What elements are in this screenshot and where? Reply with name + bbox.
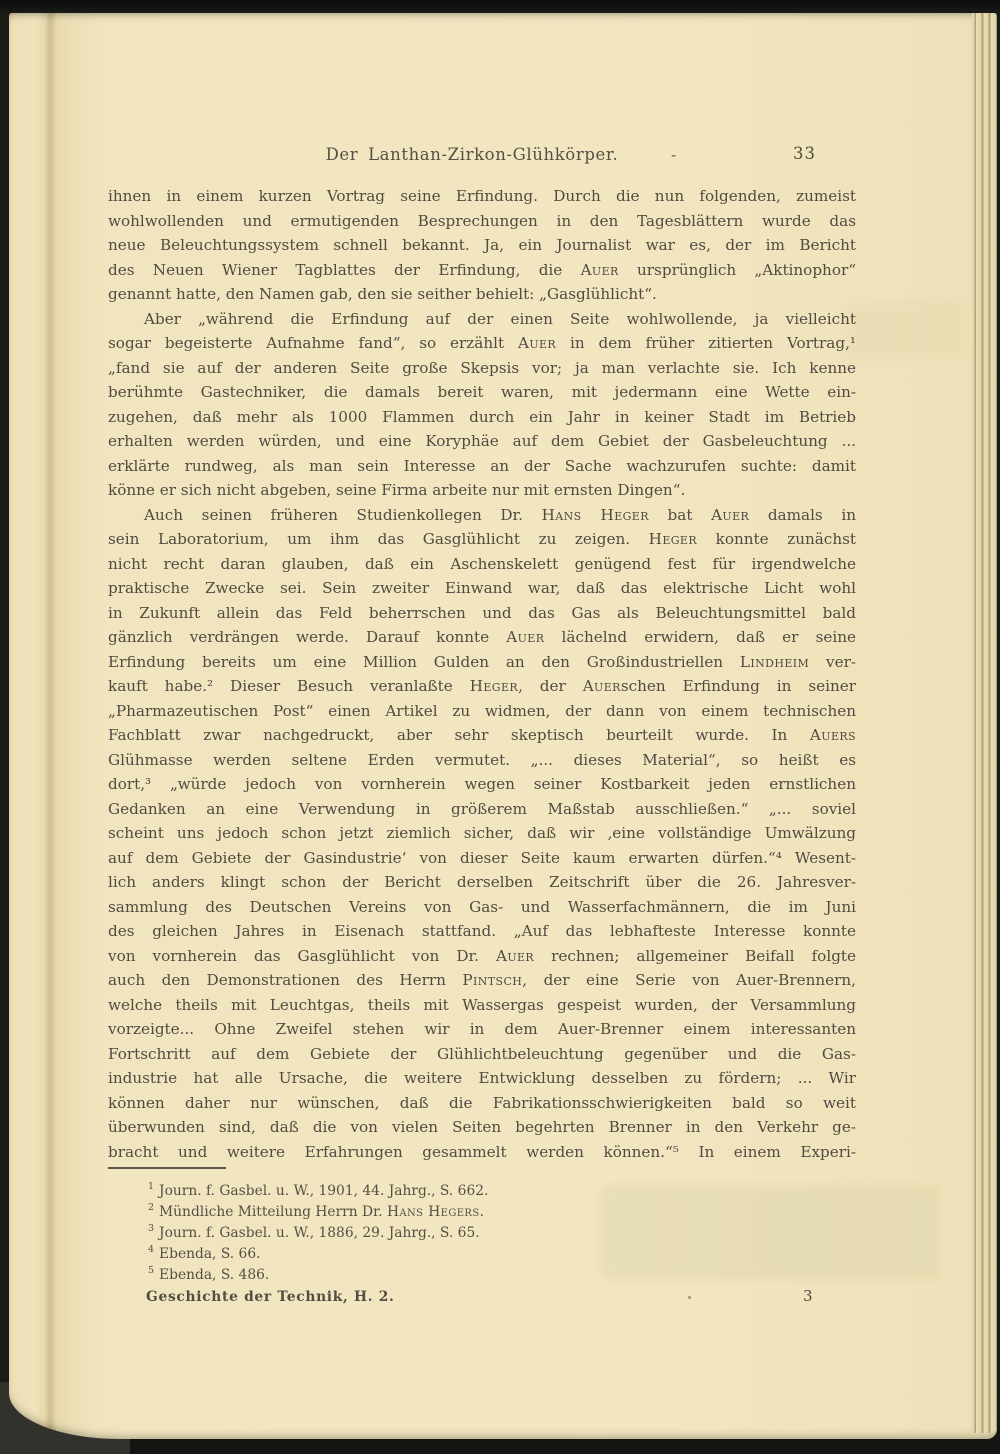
- text-line: zugehen, daß mehr als 1000 Flammen durch ein Jahr in keiner Stadt im Betrieb: [108, 407, 856, 426]
- small-caps-name: Auer: [582, 677, 621, 695]
- text-line: wohlwollenden und ermutigenden Besprechungen in den Tagesblättern wurde das: [108, 211, 856, 230]
- text-line: sammlung des Deutschen Vereins von Gas- und Wasserfachmännern, die im Juni: [108, 897, 856, 916]
- sheet-number: 3: [803, 1287, 813, 1305]
- footnote: $^5$ Ebenda, S. 486.: [148, 1265, 270, 1283]
- text-line: Fortschritt auf dem Gebiete der Glühlichtbeleuchtung gegenüber und die Gas-: [108, 1044, 856, 1063]
- text-line: bracht und weitere Erfahrungen gesammelt werden können.“⁵ In einem Experi-: [108, 1142, 856, 1161]
- text-line: erhalten werden würden, und eine Koryphäe auf dem Gebiet der Gasbeleuchtung ...: [108, 432, 856, 450]
- small-caps-name: Auer: [517, 334, 557, 352]
- text-line: sein Laboratorium, um ihm das Gasglühlicht zu zeigen. Heger konnte zunächst: [108, 530, 856, 548]
- text-line: nicht recht daran glauben, daß ein Aschenskelett genügend fest für irgendwelche: [108, 554, 856, 573]
- small-caps-name: Auers: [809, 726, 856, 744]
- footnote-marker: 3: [148, 1223, 155, 1235]
- small-caps-name: Heger: [648, 530, 698, 548]
- footnote: $^1$ Journ. f. Gasbel. u. W., 1901, 44. Jahrg., S. 662.: [148, 1181, 489, 1199]
- text-line: erklärte rundweg, als man sein Interesse an der Sache wachzurufen suchte: damit: [108, 456, 856, 475]
- text-line: scheint uns jedoch schon jetzt ziemlich sicher, daß wir ‚eine vollständige Umwälzung: [108, 824, 856, 842]
- ink-speck: [688, 1296, 691, 1299]
- footnote: $^3$ Journ. f. Gasbel. u. W., 1886, 29. Jahrg., S. 65.: [148, 1223, 480, 1241]
- text-line: auch den Demonstrationen des Herrn Pintsch, der eine Serie von Auer-Brennern,: [108, 971, 857, 989]
- text-line: von vornherein das Gasglühlicht von Dr. Auer rechnen; allgemeiner Beifall folgte: [108, 946, 857, 965]
- small-caps-name: Lindheim: [739, 652, 810, 671]
- text-line: vorzeigte... Ohne Zweifel stehen wir in dem Auer-Brenner einem interessanten: [108, 1020, 856, 1038]
- text-line: ihnen in einem kurzen Vortrag seine Erfindung. Durch die nun folgenden, zumeist: [108, 187, 856, 205]
- text-line: „fand sie auf der anderen Seite große Skepsis vor; ja man verlachte sie. Ich kenne: [108, 358, 856, 377]
- footnote: $^4$ Ebenda, S. 66.: [148, 1244, 261, 1262]
- footnote-marker: 4: [148, 1244, 155, 1256]
- text-line: Aber „während die Erfindung auf der einen Seite wohlwollende, ja vielleicht: [144, 309, 856, 328]
- text-line: des Neuen Wiener Tagblattes der Erfindung, die Auer ursprünglich „Aktinophor“: [108, 260, 856, 279]
- text-line: kauft habe.² Dieser Besuch veranlaßte Heger, der Auerschen Erfindung in seiner: [108, 677, 857, 695]
- small-caps-name: Auer: [580, 260, 619, 279]
- small-caps-name: Hans Hegers: [386, 1204, 480, 1220]
- footnote-separator-rule: [108, 1167, 226, 1169]
- running-title: Geschichte der Technik, H. 2.: [146, 1289, 395, 1305]
- footnote-marker: 5: [148, 1265, 155, 1277]
- text-line: welche theils mit Leuchtgas, theils mit Wassergas gespeist wurden, der Versammlung: [108, 995, 856, 1014]
- text-line: könne er sich nicht abgeben, seine Firma arbeite nur mit ernsten Dingen“.: [108, 481, 686, 499]
- text-line: Glühmasse werden seltene Erden vermutet. „... dieses Material“, so heißt es: [108, 750, 856, 769]
- footnotes: [108, 1181, 856, 1286]
- text-line: Fachblatt zwar nachgedruckt, aber sehr skeptisch beurteilt wurde. In Auers: [108, 726, 856, 744]
- text-line: dort,³ „würde jedoch von vornherein wegen seiner Kostbarkeit jeden ernstlichen: [108, 775, 856, 793]
- small-caps-name: Pintsch: [462, 971, 523, 989]
- text-line: neue Beleuchtungssystem schnell bekannt. Ja, ein Journalist war es, der im Bericht: [108, 236, 856, 254]
- text-line: gänzlich verdrängen werde. Darauf konnte Auer lächelnd erwidern, daß er seine: [108, 628, 856, 646]
- text-line: überwunden sind, daß die von vielen Seiten begehrten Brenner in den Verkehr ge-: [108, 1118, 856, 1136]
- text-line: sogar begeisterte Aufnahme fand“, so erzählt Auer in dem früher zitierten Vortrag,¹: [108, 334, 856, 352]
- text-line: Erfindung bereits um eine Million Gulden an den Großindustriellen Lindheim ver-: [108, 652, 856, 671]
- body-text: [108, 184, 856, 1164]
- text-line: Gedanken an eine Verwendung in größerem Maßstab ausschließen.“ „... soviel: [108, 799, 856, 818]
- small-caps-name: Hans Heger: [541, 505, 649, 524]
- text-line: praktische Zwecke sei. Sein zweiter Einwand war, daß das elektrische Licht wohl: [108, 579, 856, 597]
- small-caps-name: Auer: [506, 628, 545, 646]
- page-header-title: Der Lanthan-Zirkon-Glühkörper.: [325, 145, 619, 164]
- text-line: industrie hat alle Ursache, die weitere Entwicklung desselben zu fördern; ... Wir: [108, 1069, 856, 1087]
- text-line: genannt hatte, den Namen gab, den sie seither behielt: „Gasglühlicht“.: [108, 285, 657, 303]
- header-separator-dash: -: [671, 145, 677, 164]
- text-line: Auch seinen früheren Studienkollegen Dr. Hans Heger bat Auer damals in: [144, 505, 856, 524]
- text-line: „Pharmazeutischen Post“ einen Artikel zu widmen, der dann von einem technischen: [108, 701, 856, 720]
- footnote-marker: 2: [148, 1202, 155, 1214]
- small-caps-name: Auer: [495, 946, 535, 965]
- small-caps-name: Auer: [711, 505, 750, 524]
- footnote: $^2$ Mündliche Mitteilung Herrn Dr. Hans Hegers.: [148, 1202, 484, 1220]
- text-line: berühmte Gastechniker, die damals bereit waren, mit jedermann eine Wette ein-: [108, 383, 856, 401]
- footnote-marker: 1: [148, 1181, 155, 1193]
- text-line: lich anders klingt schon der Bericht derselben Zeitschrift über die 26. Jahresver-: [108, 873, 856, 891]
- text-line: auf dem Gebiete der Gasindustrie‘ von dieser Seite kaum erwarten dürfen.“⁴ Wesent-: [108, 848, 856, 867]
- text-line: in Zukunft allein das Feld beherrschen und das Gas als Beleuchtungsmittel bald: [108, 603, 856, 622]
- page-number: 33: [793, 144, 816, 163]
- text-line: des gleichen Jahres in Eisenach stattfand. „Auf das lebhafteste Interesse konnte: [108, 922, 856, 940]
- small-caps-name: Heger: [469, 677, 519, 695]
- text-line: können daher nur wünschen, daß die Fabrikationsschwierigkeiten bald so weit: [108, 1093, 856, 1112]
